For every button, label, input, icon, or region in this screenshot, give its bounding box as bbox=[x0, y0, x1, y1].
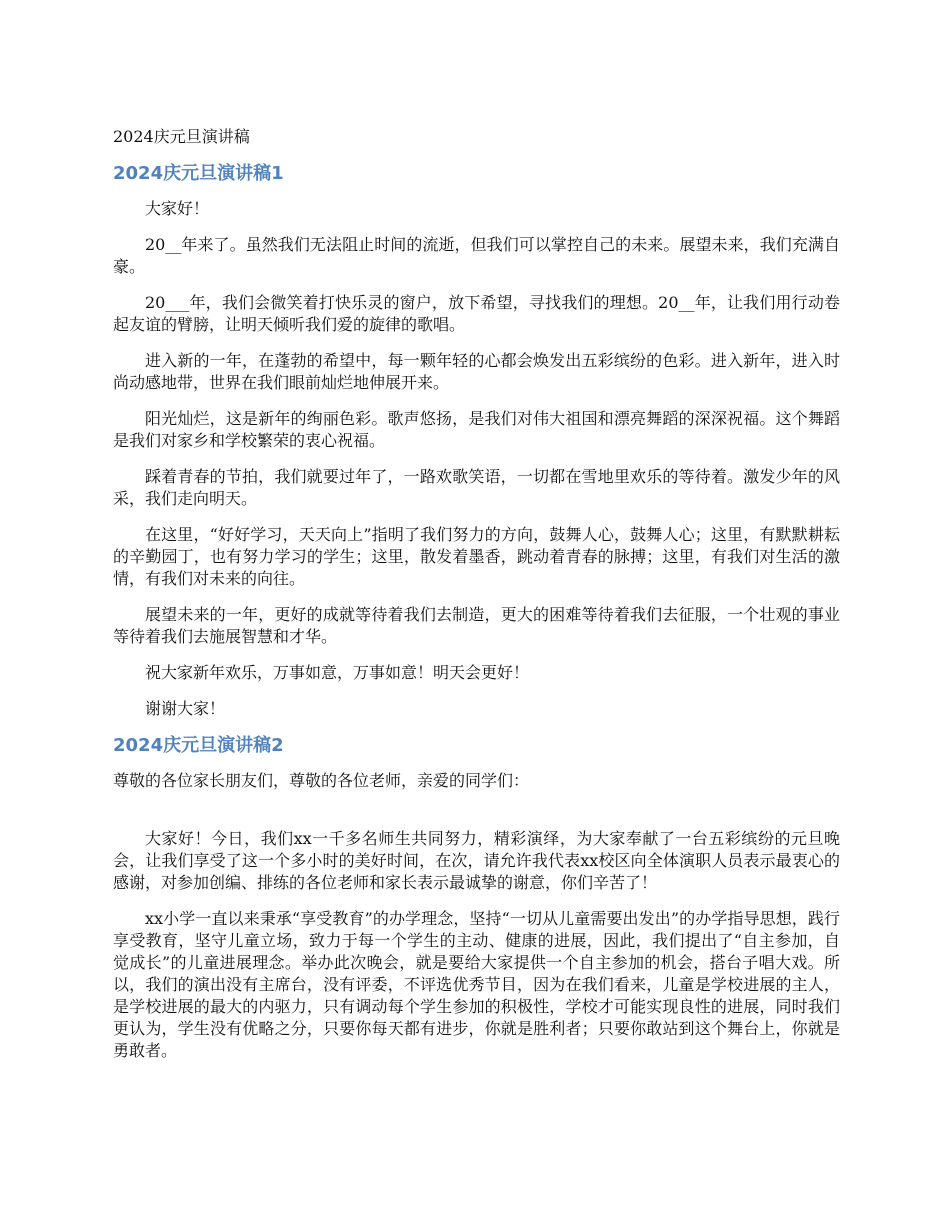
paragraph: 20___年，我们会微笑着打快乐灵的窗户，放下希望，寻找我们的理想。20__年，让我们用行动卷起友谊的臂膀，让明天倾听我们爱的旋律的歌唱。 bbox=[113, 293, 840, 334]
paragraph: 踩着青春的节拍，我们就要过年了，一路欢歌笑语，一切都在雪地里欢乐的等待着。激发少年的风采，我们走向明天。 bbox=[113, 467, 840, 508]
salutation: 尊敬的各位家长朋友们，尊敬的各位老师，亲爱的同学们： bbox=[113, 771, 530, 790]
paragraph: 阳光灿烂，这是新年的绚丽色彩。歌声悠扬，是我们对伟大祖国和漂亮舞蹈的深深祝福。这个舞蹈是我们对家乡和学校繁荣的衷心祝福。 bbox=[113, 409, 840, 450]
paragraph: 进入新的一年，在蓬勃的希望中，每一颗年轻的心都会焕发出五彩缤纷的色彩。进入新年，进入时尚动感地带，世界在我们眼前灿烂地伸展开来。 bbox=[113, 351, 840, 392]
paragraph: 谢谢大家！ bbox=[145, 699, 226, 718]
paragraph: 祝大家新年欢乐，万事如意，万事如意！明天会更好！ bbox=[145, 663, 530, 682]
paragraph: 大家好！ bbox=[145, 199, 210, 218]
section-1 bbox=[113, 162, 840, 720]
document-title: 2024庆元旦演讲稿 bbox=[113, 127, 250, 146]
paragraph: 在这里，“好好学习，天天向上”指明了我们努力的方向，鼓舞人心，鼓舞人心；这里，有默默耕耘的辛勤园丁，也有努力学习的学生；这里，散发着墨香，跳动着青春的脉搏；这里，有我们对生活的激情，有我们对未来的向往。 bbox=[113, 525, 840, 588]
paragraph: xx小学一直以来秉承“享受教育”的办学理念，坚持“一切从儿童需要出发出”的办学指导思想，践行享受教育，坚守儿童立场，致力于每一个学生的主动、健康的进展，因此，我们提出了“自主参加，自觉成长”的儿童进展理念。举办此次晚会，就是要给大家提供一个自主参加的机会，搭台子唱大戏。所以，我们的演出没有主席台，没有评委，不评选优秀节目，因为在我们看来，儿童是学校进展的主人，是学校进展的最大的内驱力，只有调动每个学生参加的积极性，学校才可能实现良性的进展，同时我们更认为，学生没有优略之分，只要你每天都有进步，你就是胜利者；只要你敢站到这个舞台上，你就是勇敢者。 bbox=[113, 909, 840, 1060]
section-2 bbox=[113, 734, 840, 1062]
paragraph: 展望未来的一年，更好的成就等待着我们去制造，更大的困难等待着我们去征服，一个壮观的事业等待着我们去施展智慧和才华。 bbox=[113, 605, 840, 646]
document-page bbox=[113, 126, 840, 1076]
paragraph: 20__年来了。虽然我们无法阻止时间的流逝，但我们可以掌控自己的未来。展望未来，我们充满自豪。 bbox=[113, 235, 840, 276]
paragraph: 大家好！今日，我们xx一千多名师生共同努力，精彩演绎，为大家奉献了一台五彩缤纷的元旦晚会，让我们享受了这一个多小时的美好时间，在次，请允许我代表xx校区向全体演职人员表示最衷心的感谢，对参加创编、排练的各位老师和家长表示最诚挚的谢意，你们辛苦了！ bbox=[113, 829, 840, 892]
section-2-heading: 2024庆元旦演讲稿2 bbox=[113, 735, 284, 756]
section-1-heading: 2024庆元旦演讲稿1 bbox=[113, 163, 284, 184]
